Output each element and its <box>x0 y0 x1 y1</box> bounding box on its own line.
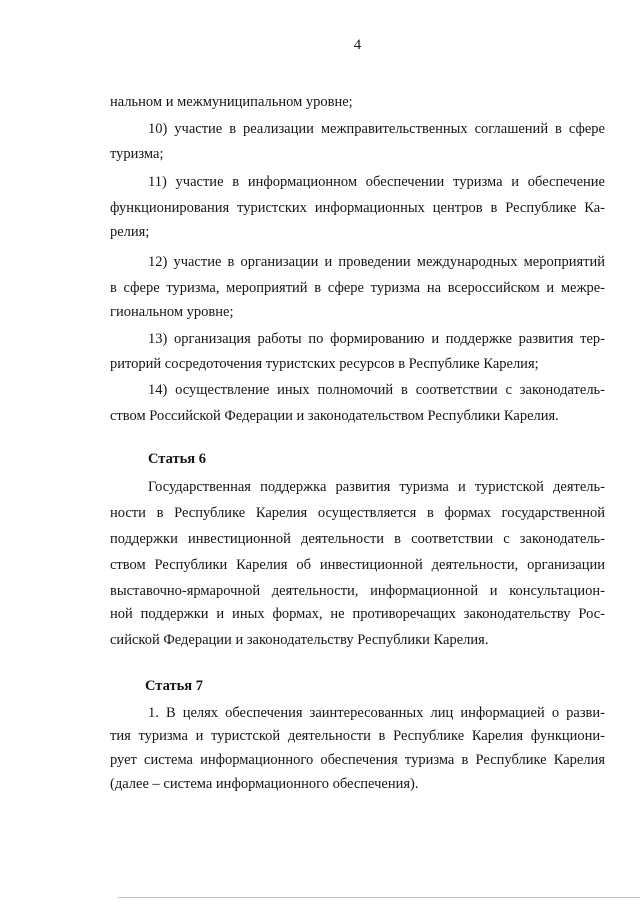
page-number: 4 <box>353 37 362 53</box>
article-7-heading: Статья 7 <box>145 678 203 694</box>
paragraph-line: туризма; <box>110 146 164 162</box>
list-item-10-line: 10) участие в реализации межправительственных соглашений в сфере <box>148 121 605 137</box>
article-6-line: ности в Республике Карелия осуществляется в формах государственной <box>110 505 605 521</box>
article-7-line: тия туризма и туристской деятельности в Республике Карелия функциони- <box>110 728 605 744</box>
article-7-line: (далее – система информационного обеспечения). <box>110 776 419 792</box>
article-6-line: Государственная поддержка развития туризма и туристской деятель- <box>148 479 605 495</box>
article-6-line: сийской Федерации и законодательству Республики Карелия. <box>110 632 489 648</box>
paragraph-line: релия; <box>110 224 150 240</box>
scan-edge-line <box>118 897 640 898</box>
list-item-12-line: 12) участие в организации и проведении международных мероприятий <box>148 254 605 270</box>
article-6-line: выставочно-ярмарочной деятельности, информационной и консультацион- <box>110 583 605 599</box>
paragraph-line: риторий сосредоточения туристских ресурсов в Республике Карелия; <box>110 356 539 372</box>
list-item-13-line: 13) организация работы по формированию и поддержке развития тер- <box>148 331 605 347</box>
paragraph-line: нальном и межмуниципальном уровне; <box>110 94 353 110</box>
article-7-line: рует система информационного обеспечения туризма в Республике Карелия <box>110 752 605 768</box>
paragraph-line: в сфере туризма, мероприятий в сфере туризма на всероссийском и межре- <box>110 280 605 296</box>
article-6-line: поддержки инвестиционной деятельности в соответствии с законодатель- <box>110 531 605 547</box>
article-6-line: ством Республики Карелия об инвестиционной деятельности, организации <box>110 557 605 573</box>
paragraph-line: ством Российской Федерации и законодательством Республики Карелия. <box>110 408 559 424</box>
paragraph-line: гиональном уровне; <box>110 304 234 320</box>
paragraph-line: функционирования туристских информационных центров в Республике Ка- <box>110 200 605 216</box>
list-item-11-line: 11) участие в информационном обеспечении туризма и обеспечение <box>148 174 605 190</box>
article-6-heading: Статья 6 <box>148 451 206 467</box>
article-6-line: ной поддержки и иных формах, не противоречащих законодательству Рос- <box>110 606 605 622</box>
list-item-14-line: 14) осуществление иных полномочий в соответствии с законодатель- <box>148 382 605 398</box>
article-7-line: 1. В целях обеспечения заинтересованных лиц информацией о разви- <box>148 705 605 721</box>
